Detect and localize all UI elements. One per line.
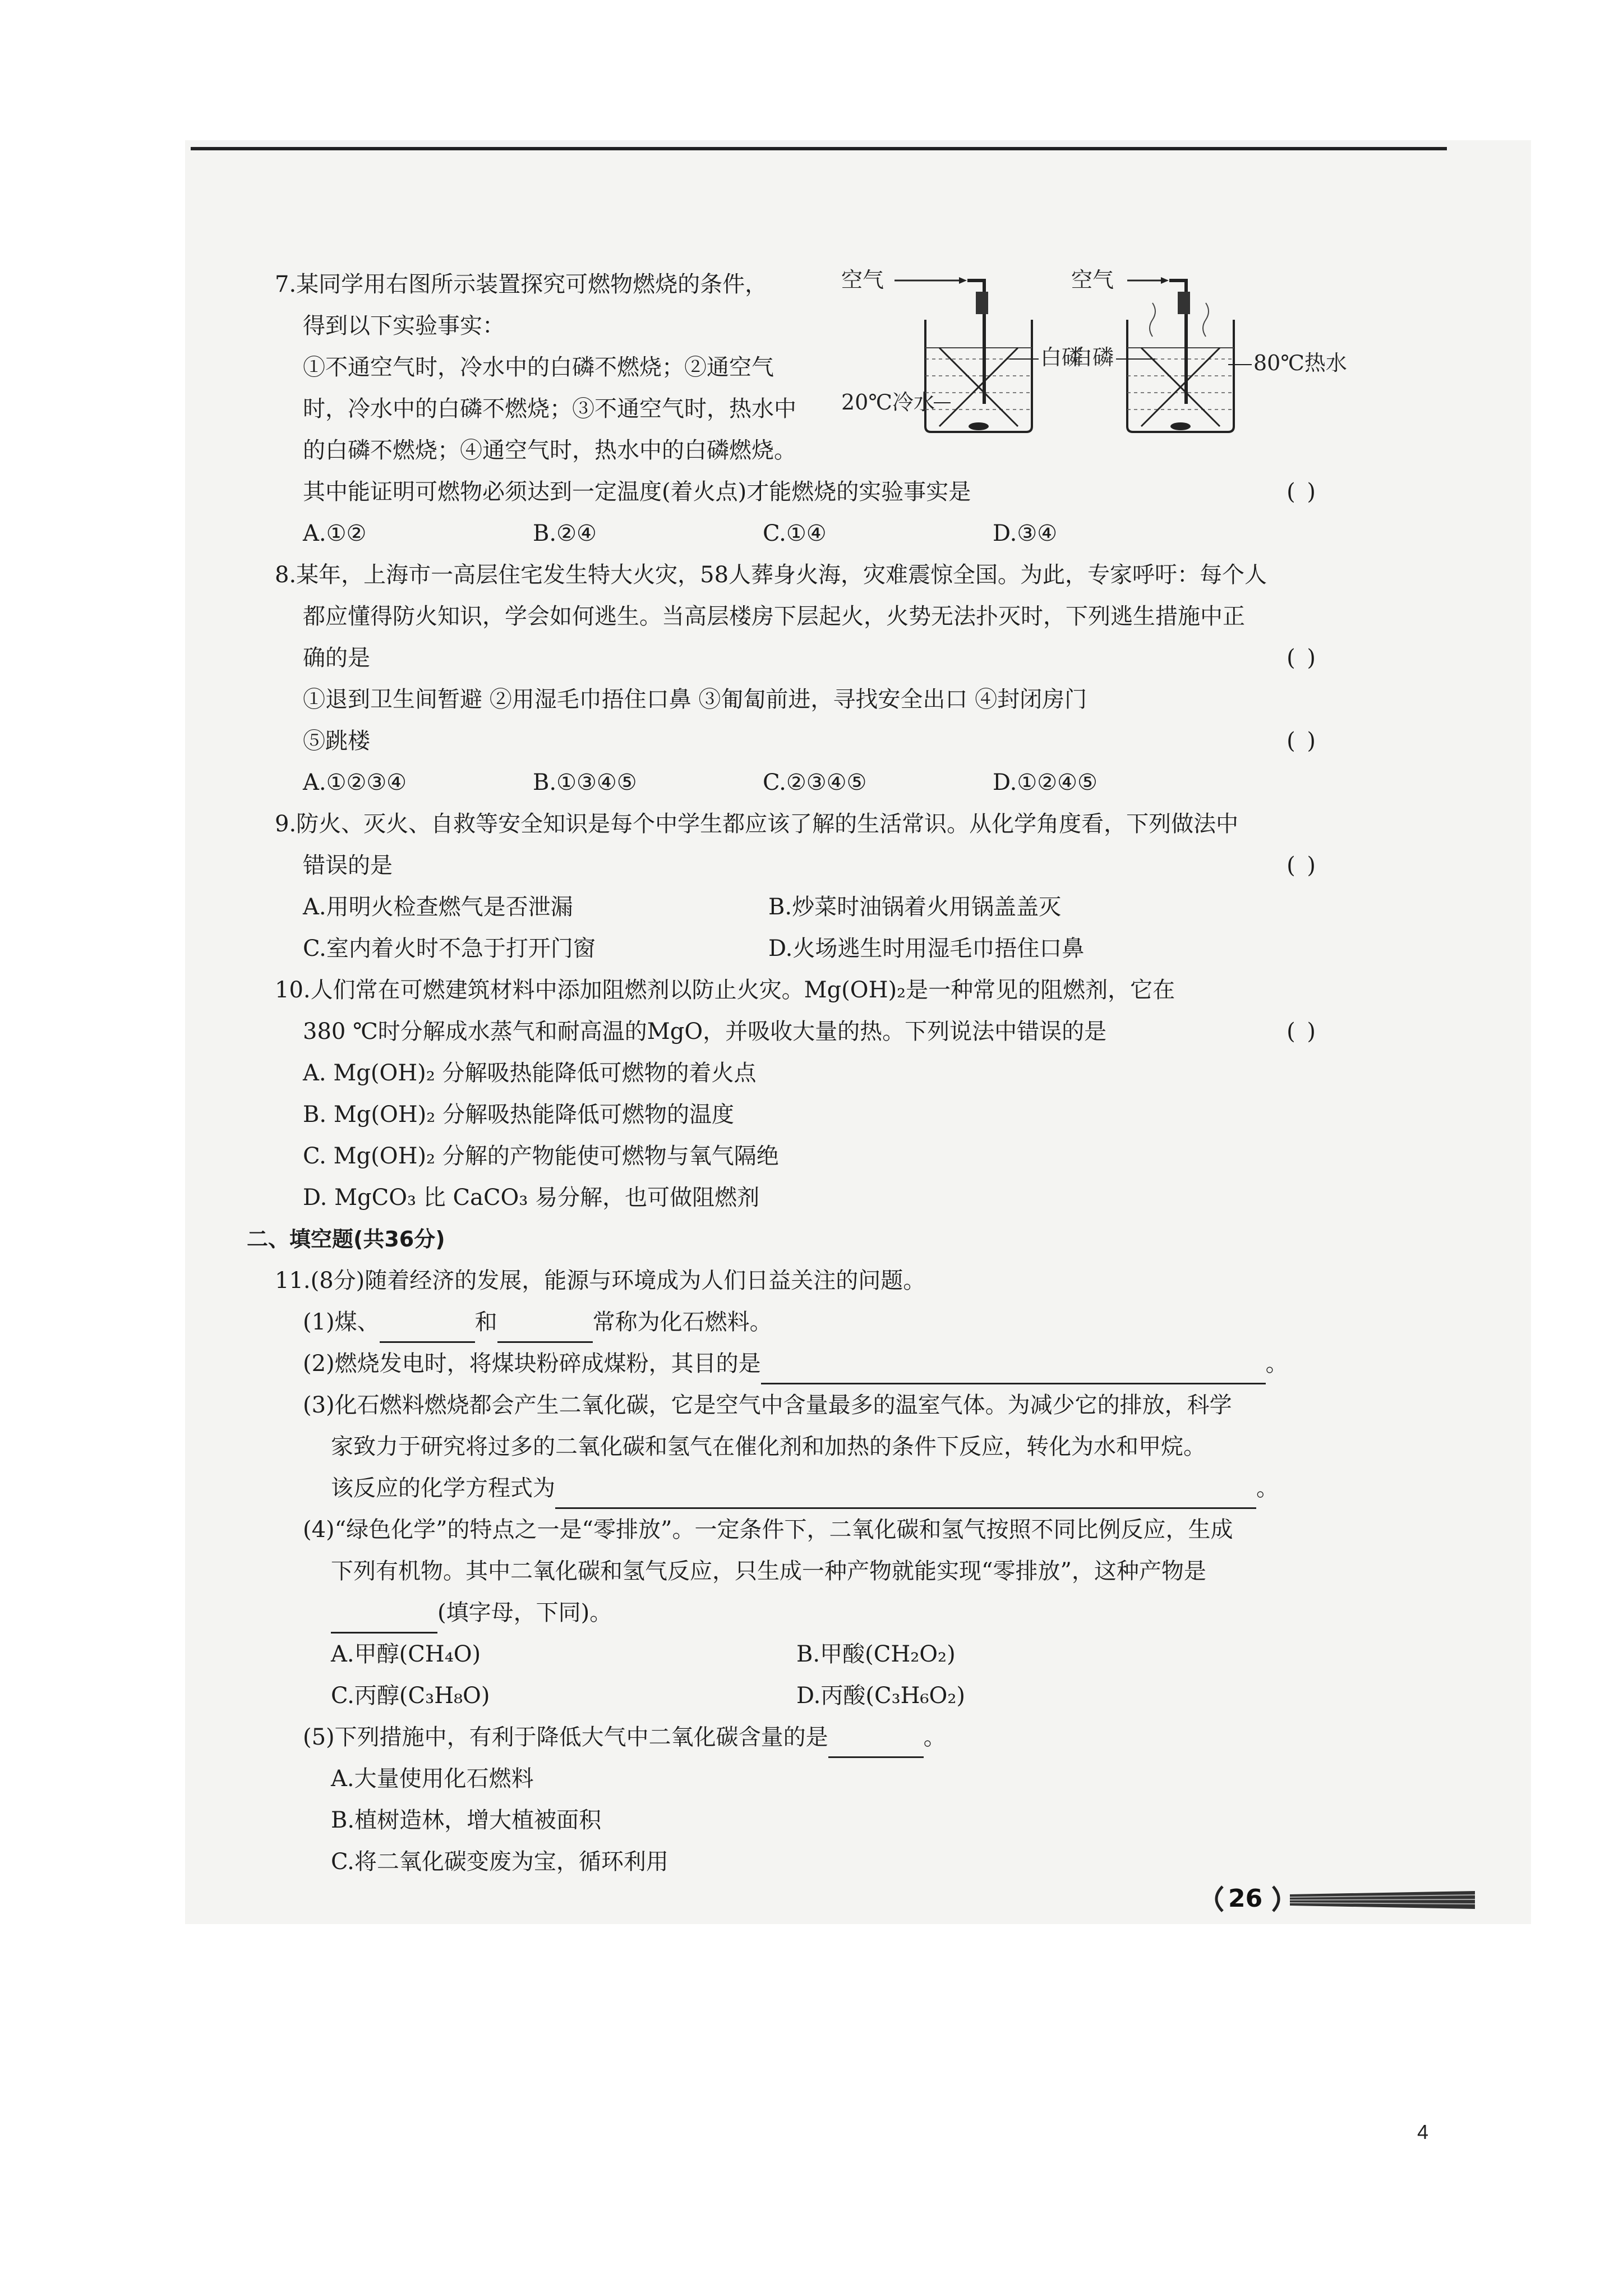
option-c: C. Mg(OH)₂ 分解的产物能使可燃物与氧气隔绝 [303, 1143, 779, 1169]
q9-options [275, 928, 1301, 969]
option-a: A.用明火检查燃气是否泄漏 [303, 894, 573, 920]
q11-stem: 11.(8分)随着经济的发展，能源与环境成为人们日益关注的问题。 [275, 1268, 926, 1294]
option-a: A.①② [303, 521, 367, 546]
option-a: A.大量使用化石燃料 [331, 1766, 534, 1792]
section-title: 二、填空题(共36分) [247, 1227, 445, 1251]
q11-part-4-options [275, 1634, 1301, 1675]
option-b: B.①③④⑤ [533, 770, 637, 795]
q11-part-4: 下列有机物。其中二氧化碳和氢气反应，只生成一种产物就能实现“零排放”，这种产物是 [331, 1558, 1206, 1584]
answer-bracket: ( ) [1287, 1019, 1318, 1045]
option-b: B.植树造林，增大植被面积 [331, 1807, 602, 1833]
hot-water-beaker [1127, 280, 1234, 432]
cold-water-beaker [925, 280, 1032, 432]
book-page-number: 26 [1228, 1884, 1263, 1913]
q11-part-4: (4)“绿色化学”的特点之一是“零排放”。一定条件下，二氧化碳和氢气按照不同比例反应，生成 [303, 1517, 1233, 1543]
q11-part-3: 该反应的化学方程式为 。 [275, 1467, 1301, 1509]
top-rule [191, 147, 1447, 150]
option-b: B.炒菜时油锅着火用锅盖盖灭 [768, 894, 1062, 920]
option-b: B.②④ [533, 521, 597, 546]
q10-stem-line: 10.人们常在可燃建筑材料中添加阻燃剂以防止火灾。Mg(OH)₂是一种常见的阻燃剂，它在 [275, 977, 1175, 1003]
q11-part-1: (1)煤、 和 常称为化石燃料。 [275, 1301, 1301, 1343]
option-c: C.室内着火时不急于打开门窗 [303, 936, 596, 961]
option-d: D.③④ [993, 521, 1058, 546]
option-b: B.甲酸(CH₂O₂) [796, 1641, 956, 1667]
cold-water-label: 20℃冷水 [841, 390, 935, 415]
question-content [247, 264, 1347, 1883]
q7-question-line: 其中能证明可燃物必须达到一定温度(着火点)才能燃烧的实验事实是 ( ) [275, 471, 1301, 513]
option-a: A.①②③④ [303, 770, 407, 795]
option-a: A.甲醇(CH₄O) [331, 1641, 481, 1667]
q11-part-5: (5)下列措施中，有利于降低大气中二氧化碳含量的是 。 [275, 1717, 1301, 1758]
answer-blank[interactable] [555, 1481, 1256, 1509]
option-c: C.将二氧化碳变废为宝，循环利用 [331, 1849, 668, 1875]
q7-fact-line: 时，冷水中的白磷不燃烧；③不通空气时，热水中 [303, 396, 796, 422]
question-9 [275, 803, 1318, 969]
option-c: C.②③④⑤ [763, 770, 867, 795]
question-11 [275, 1260, 1301, 1883]
q9-options [275, 886, 1301, 928]
air-label-right: 空气 [1071, 268, 1114, 292]
answer-blank[interactable] [331, 1606, 437, 1634]
white-phosphorus-label-left: 白磷 [1040, 345, 1083, 370]
q7-options [275, 513, 1301, 554]
q11-part-3: 家致力于研究将过多的二氧化碳和氢气在催化剂和加热的条件下反应，转化为水和甲烷。 [331, 1434, 1206, 1460]
option-d: D.①②④⑤ [993, 770, 1098, 795]
hot-water-label: 80℃热水 [1253, 351, 1347, 375]
answer-bracket: ( ) [1287, 853, 1318, 878]
q8-measures-line: ⑤跳楼 ( ) [275, 720, 1301, 762]
q11-part-4-options [275, 1675, 1301, 1717]
option-a: A. Mg(OH)₂ 分解吸热能降低可燃物的着火点 [303, 1060, 757, 1086]
q10-stem-line: 380 ℃时分解成水蒸气和耐高温的MgO，并吸收大量的热。下列说法中错误的是 ( ) [275, 1011, 1301, 1052]
answer-bracket: ( ) [1287, 645, 1318, 671]
q8-options [275, 762, 1301, 803]
question-10 [275, 969, 1318, 1218]
question-8 [275, 554, 1318, 803]
combustion-apparatus-diagram [841, 258, 1347, 443]
q11-part-3: (3)化石燃料燃烧都会产生二氧化碳，它是空气中含量最多的温室气体。为减少它的排放，科学 [303, 1392, 1232, 1418]
option-d: D.丙酸(C₃H₆O₂) [796, 1683, 965, 1709]
option-c: C.①④ [763, 521, 827, 546]
q8-stem-line: 8.某年，上海市一高层住宅发生特大火灾，58人葬身火海，灾难震惊全国。为此，专家呼吁：每个人 [275, 562, 1267, 588]
option-b: B. Mg(OH)₂ 分解吸热能降低可燃物的温度 [303, 1102, 735, 1128]
question-7 [275, 264, 1347, 554]
option-d: D. MgCO₃ 比 CaCO₃ 易分解，也可做阻燃剂 [303, 1185, 760, 1211]
q9-stem-line: 9.防火、灭火、自救等安全知识是每个中学生都应该了解的生活常识。从化学角度看，下列做法中 [275, 811, 1239, 837]
q9-stem-line: 错误的是 ( ) [275, 845, 1301, 886]
air-label-left: 空气 [841, 268, 884, 292]
book-page-badge [1206, 1882, 1475, 1916]
page-number: 4 [1417, 2120, 1429, 2143]
q8-measures-line: ①退到卫生间暂避 ②用湿毛巾捂住口鼻 ③匍匐前进，寻找安全出口 ④封闭房门 [303, 687, 1087, 712]
q7-fact-line: 的白磷不燃烧；④通空气时，热水中的白磷燃烧。 [303, 438, 796, 463]
q8-stem-line: 都应懂得防火知识，学会如何逃生。当高层楼房下层起火，火势无法扑灭时，下列逃生措施中正 [303, 604, 1245, 629]
q11-part-4: (填字母，下同)。 [275, 1592, 1301, 1634]
answer-blank[interactable] [380, 1315, 475, 1343]
answer-blank[interactable] [828, 1731, 924, 1758]
answer-blank[interactable] [761, 1357, 1266, 1384]
answer-bracket: ( ) [1287, 728, 1318, 754]
q7-fact-line: ①不通空气时，冷水中的白磷不燃烧；②通空气 [303, 355, 774, 380]
q7-stem-line: 7.某同学用右图所示装置探究可燃物燃烧的条件， [275, 272, 768, 297]
answer-blank[interactable] [497, 1315, 593, 1343]
option-c: C.丙醇(C₃H₈O) [331, 1683, 490, 1709]
option-d: D.火场逃生时用湿毛巾捂住口鼻 [768, 936, 1085, 961]
answer-bracket: ( ) [1287, 479, 1318, 505]
q7-stem-line: 得到以下实验事实： [303, 313, 505, 339]
white-phosphorus-label-right: 白磷 [1071, 345, 1114, 370]
q8-stem-line: 确的是 ( ) [275, 637, 1301, 679]
q11-part-2: (2)燃烧发电时，将煤块粉碎成煤粉，其目的是 。 [275, 1343, 1301, 1384]
